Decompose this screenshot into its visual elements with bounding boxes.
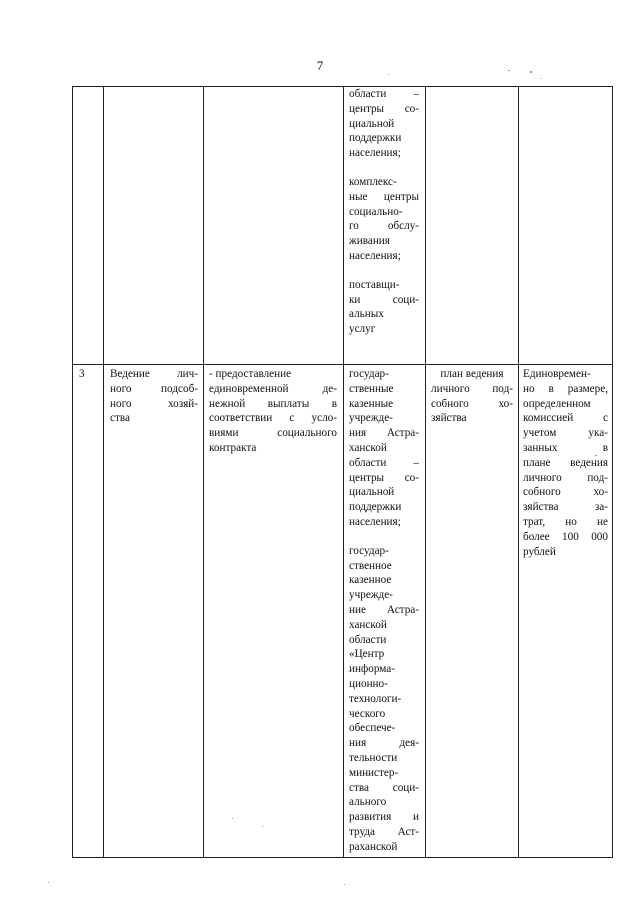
amount-cell: [523, 367, 608, 559]
scan-speck: [48, 882, 49, 883]
text-line: населения;: [349, 249, 401, 262]
scan-speck: [344, 884, 345, 885]
text-line: виями социального: [209, 427, 337, 440]
scan-speck: [388, 74, 389, 75]
text-line: услуг: [349, 323, 376, 336]
text-line: населения;: [349, 515, 401, 528]
text-line: но в размере,: [523, 382, 608, 395]
text-line: учрежде-: [349, 412, 393, 425]
text-line: более 100 000: [523, 530, 608, 543]
text-line: ного подсоб-: [110, 382, 198, 395]
col-border-2: [203, 86, 204, 858]
text-line: Ведение лич-: [110, 368, 198, 380]
text-line: го обслу-: [349, 220, 419, 233]
text-line: циальной: [349, 486, 395, 499]
text-line: ние Астра-: [349, 603, 419, 616]
text-line: области –: [349, 88, 419, 100]
text-line: Единовремен-: [523, 368, 591, 380]
text-line: учетом ука-: [523, 427, 608, 440]
text-line: ства: [110, 412, 130, 425]
col-border-4: [425, 86, 426, 858]
executors-group: [349, 278, 419, 337]
text-line: комиссией с: [523, 412, 608, 425]
text-line: ционно-: [349, 677, 388, 690]
text-line: ного хозяй-: [110, 397, 198, 410]
text-line: альных: [349, 308, 384, 321]
executors-group: [349, 175, 419, 264]
text-line: - предоставление: [209, 368, 292, 380]
col-border-3: [343, 86, 344, 858]
text-line: рублей: [523, 545, 556, 558]
text-line: личного под-: [523, 471, 608, 484]
text-line: комплекс-: [349, 175, 397, 188]
text-line: центры со-: [349, 471, 419, 484]
text-line: государ-: [349, 368, 389, 380]
text-line: ханской: [349, 618, 387, 631]
text-line: ства соци-: [349, 781, 419, 794]
executors-group: [349, 544, 419, 855]
text-line: министер-: [349, 766, 399, 779]
text-line: труда Аст-: [349, 825, 419, 838]
text-line: государ-: [349, 544, 389, 557]
text-line: собного хо-: [523, 486, 608, 499]
activity-name-cell: [110, 367, 198, 426]
text-line: раханской: [349, 840, 398, 853]
executors-group: [349, 87, 419, 161]
text-line: личного под-: [431, 382, 513, 395]
text-line: социально-: [349, 205, 403, 218]
text-line: поставщи-: [349, 278, 400, 291]
text-line: казенные: [349, 397, 394, 410]
text-line: информа-: [349, 663, 395, 676]
scan-speck: [595, 455, 597, 456]
text-line: центры со-: [349, 102, 419, 115]
text-line: тельности: [349, 751, 398, 764]
text-line: ческого: [349, 707, 386, 720]
col-border-1: [103, 86, 104, 858]
executors-group: [349, 367, 419, 530]
text-line: ния Астра-: [349, 427, 419, 440]
text-line: единовременной де-: [209, 382, 337, 395]
text-line: казенное: [349, 574, 392, 587]
text-line: план ведения: [440, 368, 504, 380]
text-line: трат, но не: [523, 515, 608, 528]
text-line: учрежде-: [349, 589, 393, 602]
text-line: поддержки: [349, 132, 402, 145]
scan-speck: [232, 818, 233, 819]
text-line: соответствии с усло-: [209, 412, 337, 425]
text-line: обеспече-: [349, 722, 396, 735]
scan-speck: [262, 826, 263, 827]
text-line: занных в: [523, 441, 608, 454]
text-line: контракта: [209, 441, 257, 454]
text-line: «Центр: [349, 648, 385, 661]
text-line: технологи-: [349, 692, 402, 705]
text-line: развития и: [349, 811, 419, 824]
scan-speck: [508, 70, 510, 71]
text-line: ственное: [349, 559, 392, 572]
text-line: ханской: [349, 441, 387, 454]
text-line: зяйства: [431, 412, 467, 425]
col-border-0: [72, 86, 73, 858]
text-line: ные центры: [349, 190, 419, 203]
text-line: поддержки: [349, 501, 402, 514]
scan-speck: [530, 71, 532, 73]
text-line: собного хо-: [431, 397, 513, 410]
text-line: нежной выплаты в: [209, 397, 337, 410]
text-line: зяйства за-: [523, 501, 608, 514]
text-line: определенном: [523, 397, 591, 410]
col-border-5: [518, 86, 519, 858]
text-line: циальной: [349, 117, 395, 130]
executors-cell: [349, 367, 419, 855]
col-border-6: [612, 86, 613, 858]
row-number-cell: 3: [79, 368, 85, 380]
page-number: 7: [316, 58, 324, 73]
text-line: области –: [349, 456, 419, 469]
document-cell: [431, 367, 513, 426]
text-line: населения;: [349, 147, 401, 160]
scan-speck: [540, 78, 541, 79]
text-line: ки соци-: [349, 293, 419, 306]
text-line: живания: [349, 235, 390, 248]
text-line: ального: [349, 796, 387, 809]
text-line: ственные: [349, 382, 394, 395]
measure-cell: [209, 367, 337, 456]
text-line: плане ведения: [523, 456, 608, 469]
text-line: ния дея-: [349, 737, 419, 750]
continuation-executors-cell: [349, 87, 419, 337]
text-line: области: [349, 633, 387, 646]
